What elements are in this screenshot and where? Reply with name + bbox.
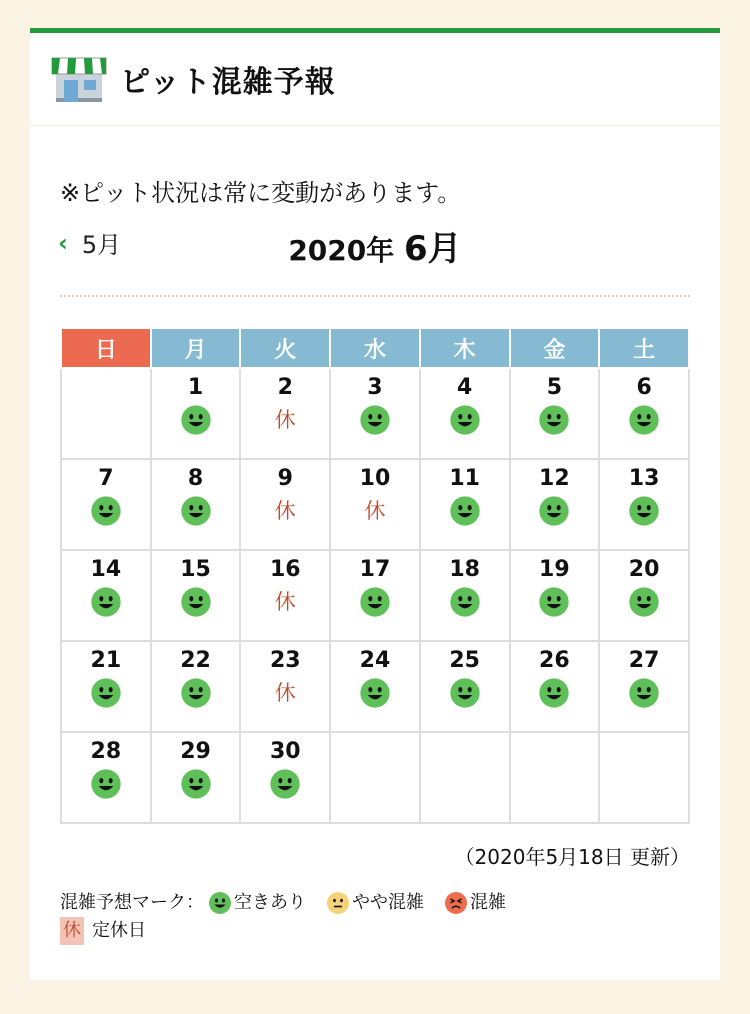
smile-face-icon (180, 768, 212, 800)
day-number: 15 (180, 557, 211, 582)
day-number: 20 (628, 557, 660, 582)
calendar-day-cell (599, 550, 689, 641)
calendar-day-cell (599, 459, 689, 550)
weekday-header: 月 (151, 328, 241, 368)
calendar-day-cell (330, 732, 420, 823)
legend-busy-label: 混雑 (470, 892, 506, 913)
weekday-header: 火 (240, 328, 330, 368)
day-number: 9 (277, 466, 293, 491)
calendar-day-cell (151, 641, 241, 732)
smile-face-icon (449, 495, 481, 527)
calendar-day-cell (599, 732, 689, 823)
calendar-day-cell (420, 368, 510, 459)
page-title: ピット混雑予報 (120, 65, 336, 100)
calendar-day-cell (240, 368, 330, 459)
shop-icon (50, 54, 108, 104)
calendar-day-cell (510, 732, 600, 823)
day-number: 27 (628, 648, 660, 673)
day-number: 8 (187, 466, 204, 491)
card-header (30, 33, 720, 126)
calendar-day-cell (510, 641, 600, 732)
holiday-mark: 休 (274, 681, 296, 705)
day-number: 18 (449, 557, 480, 582)
calendar-day-cell (330, 550, 420, 641)
calendar-day-cell (420, 459, 510, 550)
calendar-week-row (61, 641, 689, 732)
calendar-day-cell (240, 641, 330, 732)
holiday-mark: 休 (274, 408, 296, 432)
smile-face-icon (90, 677, 122, 709)
smile-face-icon (628, 404, 660, 436)
day-number: 11 (449, 466, 480, 491)
day-number: 2 (277, 375, 293, 400)
day-number: 10 (359, 466, 391, 491)
day-number: 1 (187, 375, 204, 400)
updated-timestamp: （2020年5月18日 更新） (454, 845, 690, 869)
smile-face-icon (628, 495, 660, 527)
holiday-legend-label: 定休日 (92, 920, 146, 941)
calendar-day-cell (599, 641, 689, 732)
day-number: 16 (269, 557, 301, 582)
calendar-day-cell (151, 459, 241, 550)
smile-face-icon (180, 586, 212, 618)
smile-face-icon (180, 495, 212, 527)
calendar-day-cell (151, 550, 241, 641)
pit-forecast-card (30, 28, 720, 980)
day-number: 28 (90, 739, 122, 764)
day-number: 12 (539, 466, 570, 491)
day-number: 23 (269, 648, 301, 673)
day-number: 17 (359, 557, 391, 582)
year-label: 2020年 (288, 234, 395, 267)
day-number: 14 (90, 557, 122, 582)
smile-face-icon (90, 586, 122, 618)
calendar-table (60, 327, 690, 824)
legend-prefix: 混雑予想マーク： (60, 892, 204, 913)
day-number: 22 (180, 648, 211, 673)
smile-face-icon (180, 677, 212, 709)
calendar-day-cell (61, 459, 151, 550)
calendar-week-row (61, 732, 689, 823)
holiday-mark: 休 (364, 499, 386, 523)
smile-face-icon (90, 495, 122, 527)
day-number: 30 (269, 739, 301, 764)
calendar-week-row (61, 368, 689, 459)
calendar-day-cell (330, 368, 420, 459)
calendar-day-cell (420, 641, 510, 732)
month-label: 6月 (404, 229, 462, 269)
legend-moderate-label: やや混雑 (352, 892, 424, 913)
calendar-day-cell (240, 732, 330, 823)
weekday-header: 水 (330, 328, 420, 368)
day-number: 26 (539, 648, 570, 673)
smile-face-icon (269, 768, 301, 800)
day-number: 3 (367, 375, 383, 400)
calendar-day-cell (61, 368, 151, 459)
calendar-week-row (61, 550, 689, 641)
smile-face-icon (628, 677, 660, 709)
calendar-day-cell (330, 641, 420, 732)
calendar-day-cell (510, 550, 600, 641)
day-number: 19 (539, 557, 570, 582)
calendar-week-row (61, 459, 689, 550)
calendar-day-cell (330, 459, 420, 550)
day-number: 13 (628, 466, 660, 491)
smile-face-icon (449, 586, 481, 618)
day-number: 21 (90, 648, 122, 673)
calendar-day-cell (151, 368, 241, 459)
smile-face-icon (208, 891, 232, 915)
day-number: 29 (180, 739, 211, 764)
calendar-day-cell (599, 368, 689, 459)
smile-face-icon (538, 586, 570, 618)
frown-face-icon (444, 891, 468, 915)
weekday-header: 木 (420, 328, 510, 368)
legend-open-label: 空きあり (234, 892, 306, 913)
smile-face-icon (359, 404, 391, 436)
smile-face-icon (449, 404, 481, 436)
calendar-day-cell (420, 550, 510, 641)
smile-face-icon (538, 677, 570, 709)
holiday-mark: 休 (274, 590, 296, 614)
calendar-day-cell (510, 368, 600, 459)
calendar-day-cell (61, 732, 151, 823)
weekday-header: 金 (510, 328, 600, 368)
month-title (30, 221, 720, 270)
weekday-header-row (61, 328, 689, 368)
calendar-day-cell (240, 550, 330, 641)
day-number: 5 (546, 375, 563, 400)
neutral-face-icon (326, 891, 350, 915)
day-number: 4 (457, 375, 473, 400)
prev-month-label: 5月 (81, 231, 122, 259)
weekday-header: 日 (61, 328, 151, 368)
weekday-header: 土 (599, 328, 689, 368)
day-number: 24 (359, 648, 391, 673)
legend (60, 889, 506, 945)
calendar-day-cell (510, 459, 600, 550)
calendar-day-cell (240, 459, 330, 550)
smile-face-icon (359, 677, 391, 709)
smile-face-icon (180, 404, 212, 436)
smile-face-icon (90, 768, 122, 800)
calendar-day-cell (61, 641, 151, 732)
smile-face-icon (538, 404, 570, 436)
smile-face-icon (359, 586, 391, 618)
smile-face-icon (538, 495, 570, 527)
calendar-day-cell (61, 550, 151, 641)
smile-face-icon (628, 586, 660, 618)
day-number: 6 (636, 375, 652, 400)
chevron-left-icon: ‹ (58, 228, 68, 257)
day-number: 25 (449, 648, 480, 673)
calendar-day-cell (420, 732, 510, 823)
notice-text: ※ピット状況は常に変動があります。 (60, 179, 462, 207)
holiday-mark: 休 (274, 499, 296, 523)
dotted-divider (60, 295, 690, 297)
calendar-day-cell (151, 732, 241, 823)
day-number: 7 (98, 466, 114, 491)
holiday-badge: 休 (60, 917, 84, 945)
smile-face-icon (449, 677, 481, 709)
